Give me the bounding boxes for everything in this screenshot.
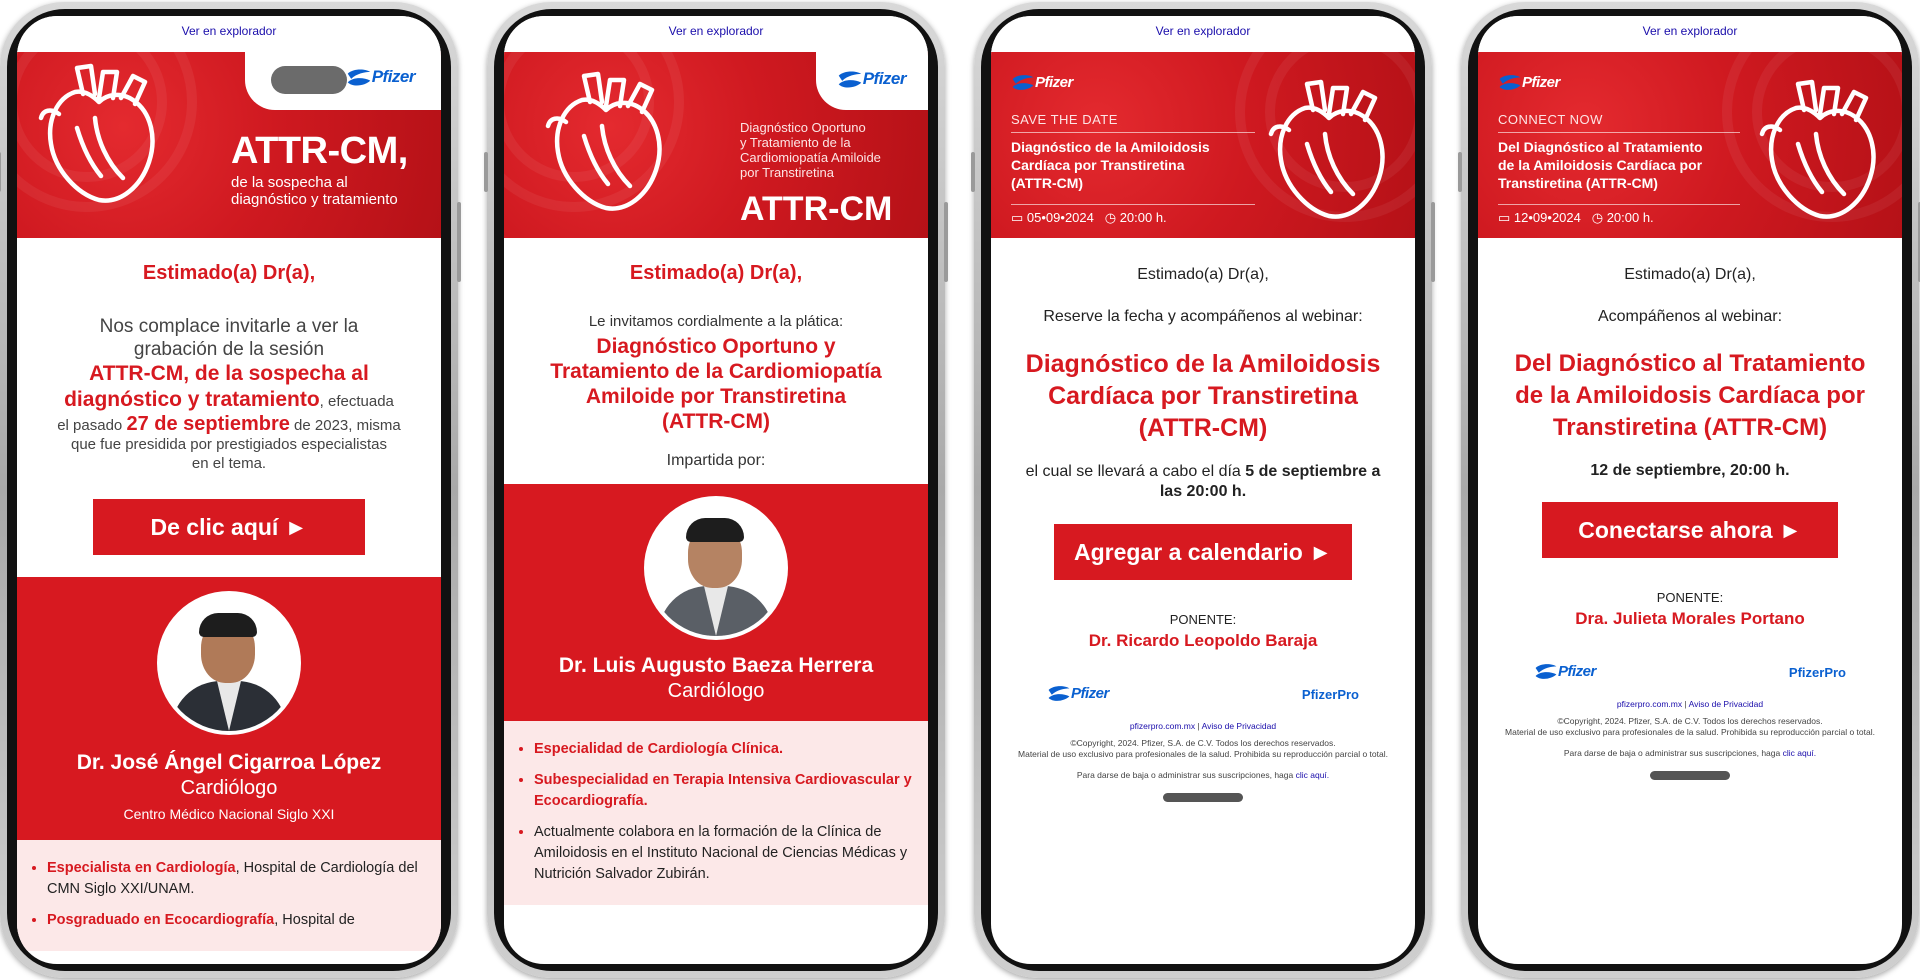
view-in-browser-link[interactable]: Ver en explorador xyxy=(1478,16,1902,52)
hero-label: SAVE THE DATE xyxy=(1011,112,1118,127)
speaker-name: Dr. José Ángel Cigarroa López xyxy=(76,751,382,774)
list-item: • Especialista en Cardiología, Hospital de Cardiología del CMN Siglo XXI/UNAM. xyxy=(47,858,429,900)
hero-text: Diagnóstico Oportuno y Tratamiento de la Cardiomiopatía Amiloide por Transtiretina xyxy=(740,120,881,180)
footer-logos xyxy=(991,685,1415,703)
phone-mockup-4 xyxy=(1461,2,1919,978)
phone-mockup-3 xyxy=(974,2,1432,978)
watch-recording-button[interactable]: De clic aquí ► xyxy=(93,499,365,555)
email-screen-2 xyxy=(504,16,928,964)
speaker-label: PONENTE: xyxy=(1656,590,1724,605)
hero-banner xyxy=(504,52,928,238)
pfizer-logo: Pfizer xyxy=(1534,663,1596,681)
speaker-name: Dra. Julieta Morales Portano xyxy=(1575,609,1805,628)
hero-label: CONNECT NOW xyxy=(1498,112,1603,127)
pfizer-logo: Pfizer xyxy=(346,67,415,88)
privacy-link[interactable]: Aviso de Privacidad xyxy=(1688,699,1764,710)
webinar-title: Diagnóstico de la Amiloidosis Cardíaca por Transtiretina (ATTR-CM) xyxy=(1025,350,1381,442)
intro-text: Nos complace invitarle a ver la grabación de la sesión xyxy=(99,316,359,360)
intro-text: Le invitamos cordialmente a la plática: xyxy=(588,313,844,330)
event-when: 12 de septiembre, 20:00 h. xyxy=(1590,462,1790,479)
privacy-link[interactable]: Aviso de Privacidad xyxy=(1201,721,1277,732)
greeting: Estimado(a) Dr(a), xyxy=(629,262,803,284)
session-date-text: el pasado 27 de septiembre de 2023, misma que fue presidida por prestigiados especialistas en el tema. xyxy=(57,413,401,472)
home-indicator[interactable] xyxy=(1650,771,1730,780)
speaker-section xyxy=(504,484,928,721)
greeting: Estimado(a) Dr(a), xyxy=(1137,266,1269,283)
phone-mockup-2 xyxy=(487,2,945,978)
hero-title: ATTR-CM xyxy=(740,190,893,228)
pfizer-logo: Pfizer xyxy=(1011,74,1073,92)
unsubscribe-link[interactable]: clic aquí. xyxy=(1782,748,1817,759)
heart-icon xyxy=(1267,74,1397,224)
email-screen-3 xyxy=(991,16,1415,964)
view-in-browser-link[interactable]: Ver en explorador xyxy=(17,16,441,52)
speaker-avatar xyxy=(161,595,297,731)
footer-logos xyxy=(1478,663,1902,681)
logo-pill xyxy=(816,52,928,110)
list-item: • Subespecialidad en Terapia Intensiva Cardiovascular y Ecocardiografía. xyxy=(534,770,916,812)
pfizerpro-link[interactable]: pfizerpro.com.mx xyxy=(1616,699,1683,710)
camera-notch xyxy=(271,66,347,94)
hero-datetime: ▭ 12•09•2024 ◷ 20:00 h. xyxy=(1498,210,1654,225)
pfizer-logo: Pfizer xyxy=(1047,685,1109,703)
list-item: • Posgraduado en Ecocardiografía, Hospital de xyxy=(47,910,429,931)
email-screen-1 xyxy=(17,16,441,964)
speaker-name: Dr. Luis Augusto Baeza Herrera xyxy=(558,654,874,677)
pfizer-logo: Pfizer xyxy=(1498,74,1560,92)
pfizer-logo-icon xyxy=(1498,74,1522,92)
clock-icon: ◷ xyxy=(1591,210,1604,225)
event-when: el cual se llevará a cabo el día 5 de septiembre a las 20:00 h. xyxy=(1025,463,1381,500)
speaker-credentials-list xyxy=(17,840,441,951)
calendar-icon: ▭ xyxy=(1011,210,1024,225)
speaker-avatar xyxy=(648,500,784,636)
hero-banner xyxy=(1478,52,1902,238)
hero-title: ATTR-CM, xyxy=(231,130,408,172)
pfizer-logo-icon xyxy=(346,68,372,88)
greeting: Estimado(a) Dr(a), xyxy=(142,262,316,284)
list-item: • Actualmente colabora en la formación de la Clínica de Amiloidosis en el Instituto Nacional de Ciencias Médicas y Nutrición Salvador Zubirán. xyxy=(534,822,916,885)
heart-icon xyxy=(1758,74,1888,224)
footer: pfizerpro.com.mx | Aviso de Privacidad ©Copyright, 2024. Pfizer, S.A. de C.V. Todos los derechos reservados. Material de uso exclusivo para profesionales de la salud. Prohibida su reproducción parcial o total. Para darse de baja o administrar sus suscripciones, haga clic aquí. xyxy=(1018,721,1388,781)
pfizerpro-logo: PfizerPro xyxy=(1788,664,1846,680)
pfizer-logo: Pfizer xyxy=(837,69,906,90)
clock-icon: ◷ xyxy=(1104,210,1117,225)
pfizer-logo-icon xyxy=(1011,74,1035,92)
unsubscribe-link[interactable]: clic aquí. xyxy=(1295,770,1330,781)
hero-datetime: ▭ 05•09•2024 ◷ 20:00 h. xyxy=(1011,210,1167,225)
view-in-browser-link[interactable]: Ver en explorador xyxy=(991,16,1415,52)
pfizerpro-logo: PfizerPro xyxy=(1301,686,1359,702)
footer: pfizerpro.com.mx | Aviso de Privacidad ©Copyright, 2024. Pfizer, S.A. de C.V. Todos los derechos reservados. Material de uso exclusivo para profesionales de la salud. Prohibida su reproducción parcial o total. Para darse de baja o administrar sus suscripciones, haga clic aquí. xyxy=(1505,699,1875,759)
intro-text: Acompáñenos al webinar: xyxy=(1597,308,1783,325)
pfizer-logo-icon xyxy=(1534,663,1558,681)
hero-title: Diagnóstico de la Amiloidosis Cardíaca por Transtiretina (ATTR-CM) xyxy=(1011,139,1210,191)
pfizer-logo-icon xyxy=(837,70,863,90)
hero-banner xyxy=(991,52,1415,238)
webinar-title: Del Diagnóstico al Tratamiento de la Amiloidosis Cardíaca por Transtiretina (ATTR-CM) xyxy=(1514,350,1866,441)
home-indicator[interactable] xyxy=(1163,793,1243,802)
talk-title: Diagnóstico Oportuno y Tratamiento de la Cardiomiopatía Amiloide por Transtiretina (ATTR-CM) xyxy=(550,335,882,433)
intro-text: Reserve la fecha y acompáñenos al webinar: xyxy=(1043,308,1363,325)
speaker-role: Cardiólogo xyxy=(180,777,278,799)
calendar-icon: ▭ xyxy=(1498,210,1511,225)
greeting: Estimado(a) Dr(a), xyxy=(1624,266,1756,283)
add-to-calendar-button[interactable]: Agregar a calendario ► xyxy=(1054,524,1352,580)
speaker-name: Dr. Ricardo Leopoldo Baraja xyxy=(1088,631,1318,650)
hero-subtitle: de la sospecha al diagnóstico y tratamiento xyxy=(231,174,398,208)
email-screen-4 xyxy=(1478,16,1902,964)
imparted-by: Impartida por: xyxy=(666,452,766,469)
connect-now-button[interactable]: Conectarse ahora ► xyxy=(1542,502,1838,558)
hero-title: Del Diagnóstico al Tratamiento de la Amiloidosis Cardíaca por Transtiretina (ATTR-CM) xyxy=(1498,139,1703,191)
heart-icon xyxy=(37,58,167,208)
pfizerpro-link[interactable]: pfizerpro.com.mx xyxy=(1129,721,1196,732)
speaker-label: PONENTE: xyxy=(1169,612,1237,627)
hero-banner xyxy=(17,52,441,238)
heart-icon xyxy=(544,66,674,216)
speaker-section xyxy=(17,577,441,840)
view-in-browser-link[interactable]: Ver en explorador xyxy=(504,16,928,52)
list-item: • Especialidad de Cardiología Clínica. xyxy=(534,739,916,760)
logo-pill xyxy=(245,52,441,110)
speaker-credentials-list xyxy=(504,721,928,905)
phone-mockup-1 xyxy=(0,2,458,978)
session-title: ATTR-CM, de la sospecha al diagnóstico y tratamiento, efectuada xyxy=(64,362,394,411)
speaker-org: Centro Médico Nacional Siglo XXI xyxy=(123,806,335,822)
speaker-role: Cardiólogo xyxy=(667,680,765,702)
pfizer-logo-icon xyxy=(1047,685,1071,703)
